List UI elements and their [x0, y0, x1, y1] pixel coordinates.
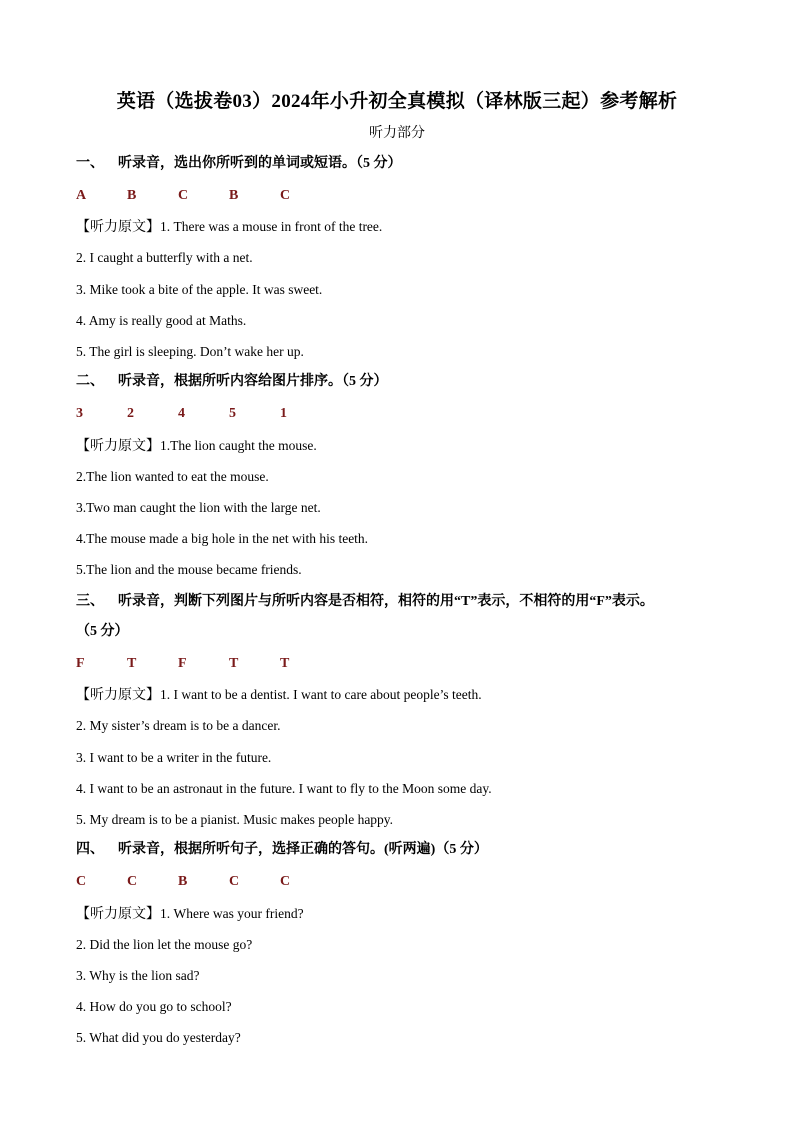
section-3-number: 三、 [76, 594, 104, 609]
section-4-number: 四、 [76, 842, 104, 857]
transcript-line: 3.Two man caught the lion with the large net. [76, 500, 321, 515]
answer: F [76, 656, 85, 671]
transcript-line: 2. My sister’s dream is to be a dancer. [76, 718, 281, 733]
answer: C [229, 874, 240, 889]
transcript-line: 4.The mouse made a big hole in the net with his teeth. [76, 531, 369, 546]
section-2-heading [76, 373, 388, 391]
section-2-heading-text: 听录音，根据所听内容给图片排序。（5 分） [118, 374, 388, 389]
transcript-line: 5.The lion and the mouse became friends. [76, 562, 302, 577]
answer: F [178, 656, 187, 671]
transcript-line: 3. Mike took a bite of the apple. It was sweet. [76, 282, 323, 297]
answer: C [280, 188, 291, 203]
transcript-line [76, 686, 482, 705]
section-1-answers [76, 187, 331, 205]
section-3-heading-continued: （5 分） [76, 624, 129, 639]
transcript-tag: 【听力原文】 [76, 439, 160, 454]
answer: C [127, 874, 138, 889]
transcript-line: 2. I caught a butterfly with a net. [76, 250, 253, 265]
transcript-line: 5. The girl is sleeping. Don’t wake her up. [76, 344, 304, 359]
section-3-heading [76, 593, 654, 611]
transcript-line: 2. Did the lion let the mouse go? [76, 937, 253, 952]
section-1-heading-text: 听录音，选出你所听到的单词或短语。（5 分） [118, 156, 402, 171]
answer: T [280, 656, 290, 671]
transcript-text: 1.The lion caught the mouse. [160, 438, 317, 453]
answer: 3 [76, 406, 83, 421]
answer: T [127, 656, 137, 671]
section-4-answers [76, 873, 331, 891]
answer: 4 [178, 406, 185, 421]
document-title: 英语（选拔卷03）2024年小升初全真模拟（译林版三起）参考解析 [116, 91, 678, 112]
transcript-tag: 【听力原文】 [76, 907, 160, 922]
answer: B [229, 188, 239, 203]
section-4-heading-text: 听录音，根据所听句子，选择正确的答句。(听两遍)（5 分） [118, 842, 488, 857]
transcript-line [76, 218, 382, 237]
answer: A [76, 188, 87, 203]
section-subtitle: 听力部分 [369, 126, 425, 141]
answer: 2 [127, 406, 134, 421]
answer: C [76, 874, 87, 889]
answer: B [178, 874, 188, 889]
section-1-heading [76, 155, 402, 173]
transcript-line: 5. My dream is to be a pianist. Music makes people happy. [76, 812, 394, 827]
answer: C [178, 188, 189, 203]
transcript-line: 4. Amy is really good at Maths. [76, 313, 247, 328]
transcript-text: 1. Where was your friend? [160, 906, 304, 921]
transcript-tag: 【听力原文】 [76, 688, 160, 703]
transcript-line: 5. What did you do yesterday? [76, 1030, 241, 1045]
transcript-text: 1. There was a mouse in front of the tree. [160, 219, 383, 234]
section-3-answers [76, 655, 331, 673]
transcript-text: 1. I want to be a dentist. I want to care about people’s teeth. [160, 687, 482, 702]
transcript-line [76, 905, 304, 924]
section-1-number: 一、 [76, 156, 104, 171]
transcript-line: 2.The lion wanted to eat the mouse. [76, 469, 269, 484]
answer: T [229, 656, 239, 671]
transcript-tag: 【听力原文】 [76, 220, 160, 235]
answer: 1 [280, 406, 287, 421]
transcript-line: 3. I want to be a writer in the future. [76, 750, 272, 765]
transcript-line [76, 437, 317, 456]
answer: C [280, 874, 291, 889]
transcript-line: 4. How do you go to school? [76, 999, 232, 1014]
transcript-line: 3. Why is the lion sad? [76, 968, 200, 983]
section-2-number: 二、 [76, 374, 104, 389]
section-2-answers [76, 405, 331, 423]
answer: B [127, 188, 137, 203]
answer: 5 [229, 406, 236, 421]
transcript-line: 4. I want to be an astronaut in the future. I want to fly to the Moon some day. [76, 781, 492, 796]
section-4-heading [76, 841, 488, 859]
section-3-heading-text: 听录音，判断下列图片与所听内容是否相符，相符的用“T”表示，不相符的用“F”表示。 [118, 594, 654, 609]
